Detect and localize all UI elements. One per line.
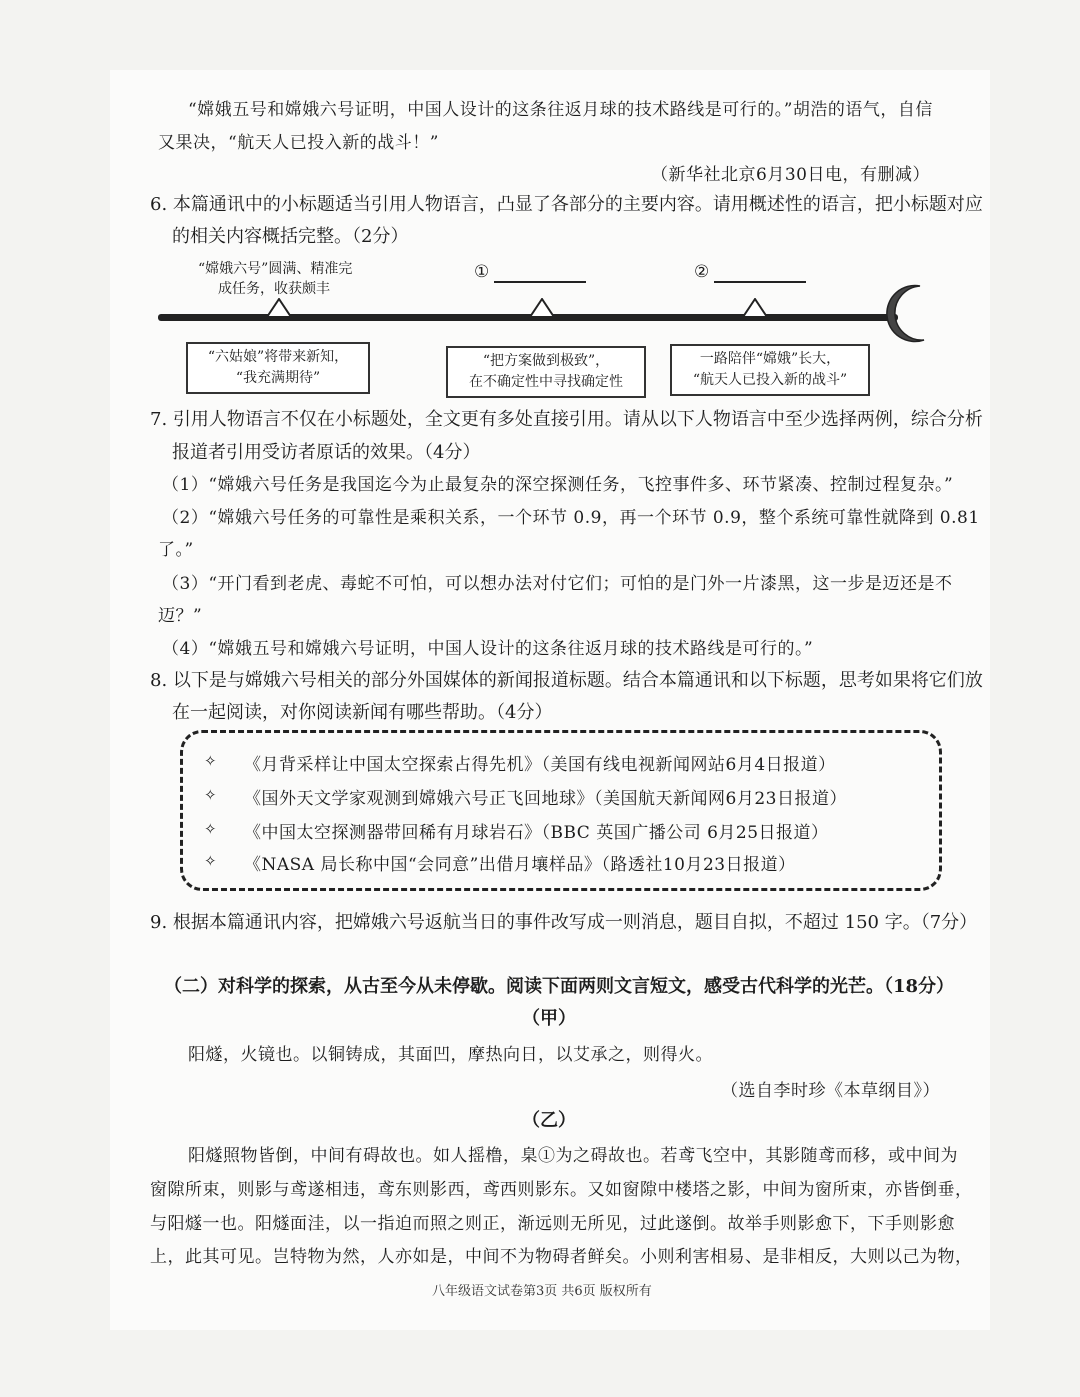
page-footer: 八年级语文试卷第3页 共6页 版权所有 bbox=[432, 1284, 652, 1299]
yi-title: （乙） bbox=[522, 1110, 576, 1131]
q7-item3b: 迈？” bbox=[158, 606, 203, 626]
box3-line1: 一路陪伴“嫦娥”长大， bbox=[699, 351, 841, 367]
answer-blank-2[interactable] bbox=[714, 280, 806, 283]
diamond-bullet-icon: ✧ bbox=[204, 852, 217, 870]
crescent-moon-icon bbox=[876, 282, 932, 346]
timeline-marker-2 bbox=[527, 298, 557, 318]
passage-end-line2: 又果决，“航天人已投入新的战斗！” bbox=[158, 133, 439, 153]
timeline-top-label-1: “嫦娥六号”圆满、精准完 bbox=[198, 261, 353, 277]
q6-line2: 的相关内容概括完整。（2分） bbox=[172, 226, 409, 247]
q7-item2b: 了。” bbox=[158, 540, 194, 560]
timeline-marker-1 bbox=[264, 298, 294, 318]
jia-source: （选自李时珍《本草纲目》） bbox=[721, 1081, 940, 1101]
timeline-box-2 bbox=[446, 346, 646, 398]
section2-heading: （二）对科学的探索，从古至今从未停歇。阅读下面两则文言短文，感受古代科学的光芒。（18分） bbox=[164, 976, 955, 997]
timeline-top-label-2: 成任务，收获颇丰 bbox=[218, 281, 330, 297]
headline-1: 《月背采样让中国太空探索占得先机》（美国有线电视新闻网站6月4日报道） bbox=[244, 755, 836, 775]
q9-line1: 9. 根据本篇通讯内容，把嫦娥六号返航当日的事件改写成一则消息，题目自拟，不超过 150 字。（7分） bbox=[150, 912, 978, 933]
box1-line1: “六姑娘”将带来新知， bbox=[207, 349, 349, 365]
passage-end-line1: “嫦娥五号和嫦娥六号证明，中国人设计的这条往返月球的技术路线是可行的。”胡浩的语气，自信 bbox=[188, 100, 933, 120]
headline-3: 《中国太空探测器带回稀有月球岩石》（BBC 英国广播公司 6月25日报道） bbox=[244, 823, 829, 843]
jia-title: （甲） bbox=[522, 1008, 576, 1029]
box2-line1: “把方案做到极致”， bbox=[482, 353, 610, 369]
answer-blank-1[interactable] bbox=[494, 280, 586, 283]
q7-line2: 报道者引用受访者原话的效果。（4分） bbox=[172, 442, 481, 463]
diamond-bullet-icon: ✧ bbox=[204, 752, 217, 770]
q7-item2a: （2）“嫦娥六号任务的可靠性是乘积关系，一个环节 0.9，再一个环节 0.9，整个系统可靠性就降到 0.81 bbox=[162, 508, 980, 528]
timeline-box-3 bbox=[670, 344, 870, 396]
q8-line1: 8. 以下是与嫦娥六号相关的部分外国媒体的新闻报道标题。结合本篇通讯和以下标题，思考如果将它们放 bbox=[150, 670, 983, 691]
headline-4: 《NASA 局长称中国“会同意”出借月壤样品》（路透社10月23日报道） bbox=[244, 855, 796, 875]
yi-line3: 与阳燧一也。阳燧面洼，以一指迫而照之则正，渐远则无所见，过此遂倒。故举手则影愈下，下手则影愈 bbox=[150, 1214, 955, 1234]
q6-line1: 6. 本篇通讯中的小标题适当引用人物语言，凸显了各部分的主要内容。请用概述性的语言，把小标题对应 bbox=[150, 194, 983, 215]
q7-item3a: （3）“开门看到老虎、毒蛇不可怕，可以想办法对付它们；可怕的是门外一片漆黑，这一步是迈还是不 bbox=[162, 574, 953, 594]
timeline-box-1 bbox=[186, 342, 370, 394]
box1-line2: “我充满期待” bbox=[235, 370, 321, 386]
headline-2: 《国外天文学家观测到嫦娥六号正飞回地球》（美国航天新闻网6月23日报道） bbox=[244, 789, 847, 809]
timeline-marker-3 bbox=[740, 298, 770, 318]
blank-number-2: ② bbox=[694, 262, 710, 282]
diamond-bullet-icon: ✧ bbox=[204, 786, 217, 804]
q8-line2: 在一起阅读，对你阅读新闻有哪些帮助。（4分） bbox=[172, 702, 553, 723]
yi-line1: 阳燧照物皆倒，中间有碍故也。如人摇橹，臬①为之碍故也。若鸢飞空中，其影随鸢而移，或中间为 bbox=[188, 1146, 958, 1166]
q7-item4: （4）“嫦娥五号和嫦娥六号证明，中国人设计的这条往返月球的技术路线是可行的。” bbox=[162, 639, 814, 659]
diamond-bullet-icon: ✧ bbox=[204, 820, 217, 838]
passage-source: （新华社北京6月30日电，有删减） bbox=[651, 165, 930, 185]
box3-line2: “航天人已投入新的战斗” bbox=[692, 372, 848, 388]
jia-text: 阳燧，火镜也。以铜铸成，其面凹，摩热向日，以艾承之，则得火。 bbox=[188, 1045, 713, 1065]
yi-line2: 窗隙所束，则影与鸢遂相违，鸢东则影西，鸢西则影东。又如窗隙中楼塔之影，中间为窗所束，亦皆倒垂， bbox=[150, 1180, 973, 1200]
blank-number-1: ① bbox=[474, 262, 490, 282]
q7-item1: （1）“嫦娥六号任务是我国迄今为止最复杂的深空探测任务，飞控事件多、环节紧凑、控制过程复杂。” bbox=[162, 475, 954, 495]
q7-line1: 7. 引用人物语言不仅在小标题处，全文更有多处直接引用。请从以下人物语言中至少选择两例，综合分析 bbox=[150, 409, 983, 430]
box2-line2: 在不确定性中寻找确定性 bbox=[469, 374, 623, 390]
yi-line4: 上，此其可见。岂特物为然，人亦如是，中间不为物碍者鲜矣。小则利害相易、是非相反，大则以己为物， bbox=[150, 1247, 973, 1267]
